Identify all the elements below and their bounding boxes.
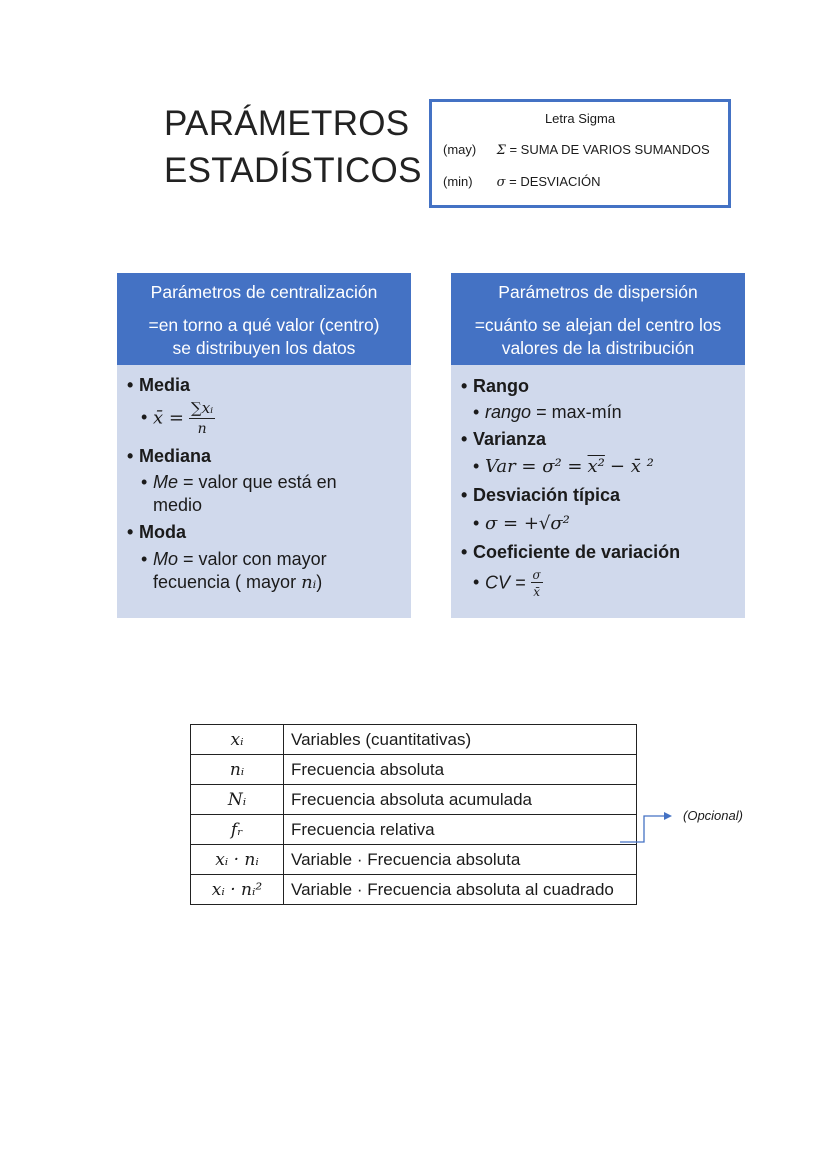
media-formula: • x̄ = $\frac{\text{∑xᵢ}}{n}$ xyxy=(141,399,214,437)
desviacion-formula-line: • σ = +√σ² xyxy=(473,513,570,534)
sigma-lower-symbol: σ xyxy=(496,175,506,190)
mediana-definition: • Me = valor que está en xyxy=(141,472,337,492)
sigma-info-box xyxy=(429,99,731,208)
moda-variable: nᵢ xyxy=(301,572,317,593)
coeficiente-denominator: x̄ xyxy=(533,585,541,599)
media-label: Media xyxy=(139,375,191,395)
media-fraction xyxy=(189,401,215,436)
table-description-cell: Frecuencia relativa xyxy=(284,815,637,845)
table-row xyxy=(191,755,637,785)
moda-label: Moda xyxy=(139,522,186,542)
dispersion-card xyxy=(451,273,745,618)
media-fraction-numerator: ∑xᵢ xyxy=(190,399,214,417)
table-symbol-cell: xᵢ · nᵢ xyxy=(191,845,284,875)
mediana-symbol: Me xyxy=(153,472,179,492)
table-description-cell: Variable · Frecuencia absoluta xyxy=(284,845,637,875)
coeficiente-label: Coeficiente de variación xyxy=(473,542,681,562)
table-symbol-cell: xᵢ · nᵢ² xyxy=(191,875,284,905)
dispersion-subheading-1: =cuánto se alejan del centro los xyxy=(474,315,722,335)
sigma-upper-symbol: Σ xyxy=(496,143,506,158)
centralization-card xyxy=(117,273,411,618)
varianza-overlined: x² xyxy=(587,456,605,477)
moda-text-2: fecuencia ( mayor xyxy=(153,572,297,592)
mediana-text-2: medio xyxy=(153,495,203,515)
mediana-item: • Mediana xyxy=(127,446,212,466)
rango-text: = max-mín xyxy=(536,402,622,422)
media-fraction-denominator: n xyxy=(197,421,207,437)
table-row xyxy=(191,815,637,845)
rango-definition: • rango = max-mín xyxy=(473,402,622,422)
table-description-cell: Variables (cuantitativas) xyxy=(284,725,637,755)
coeficiente-lhs: CV = xyxy=(485,572,526,593)
table-row xyxy=(191,785,637,815)
moda-close: ) xyxy=(316,572,323,592)
title-line-1: PARÁMETROS xyxy=(164,104,410,143)
moda-definition: • Mo = valor con mayor xyxy=(141,549,327,569)
centralization-heading: Parámetros de centralización xyxy=(150,282,378,302)
sigma-box-heading: Letra Sigma xyxy=(544,111,616,126)
coeficiente-numerator: σ xyxy=(532,568,541,582)
rango-item: • Rango xyxy=(461,376,529,396)
table-row xyxy=(191,725,637,755)
sigma-lower-row xyxy=(443,174,601,190)
moda-item: • Moda xyxy=(127,522,186,542)
dispersion-heading: Parámetros de dispersión xyxy=(498,282,698,302)
mediana-text-1: = valor que está en xyxy=(183,472,337,492)
title-line-2: ESTADÍSTICOS xyxy=(164,151,422,190)
table-symbol-cell: nᵢ xyxy=(191,755,284,785)
table-description-cell: Variable · Frecuencia absoluta al cuadrado xyxy=(284,875,637,905)
optional-note: (Opcional) xyxy=(683,808,743,823)
coeficiente-item: • Coeficiente de variación xyxy=(461,542,681,562)
desviacion-formula: σ = +√σ² xyxy=(485,513,570,534)
desviacion-label: Desviación típica xyxy=(473,485,621,505)
varianza-rhs: − x̄ ² xyxy=(609,456,654,477)
table-symbol-cell: Nᵢ xyxy=(191,785,284,815)
varianza-lhs: Var = σ² = xyxy=(485,456,583,477)
table-description-cell: Frecuencia absoluta acumulada xyxy=(284,785,637,815)
table-symbol-cell: xᵢ xyxy=(191,725,284,755)
mediana-label: Mediana xyxy=(139,446,212,466)
table-symbol-cell: fᵣ xyxy=(191,815,284,845)
centralization-header xyxy=(117,273,411,365)
desviacion-item: • Desviación típica xyxy=(461,485,621,505)
moda-text-2-line xyxy=(153,572,322,593)
sigma-lower-tag: (min) xyxy=(443,174,473,189)
coeficiente-fraction xyxy=(531,569,543,598)
rango-label: Rango xyxy=(473,376,529,396)
media-item: • Media xyxy=(127,375,191,395)
sigma-upper-tag: (may) xyxy=(443,142,477,157)
dispersion-subheading xyxy=(451,314,745,360)
sigma-upper-text: = SUMA DE VARIOS SUMANDOS xyxy=(509,142,710,157)
variables-table xyxy=(190,724,637,905)
page-title xyxy=(164,100,422,194)
table-description-cell: Frecuencia absoluta xyxy=(284,755,637,785)
varianza-item: • Varianza xyxy=(461,429,547,449)
varianza-formula: • Var = σ² = x² − x̄ ² xyxy=(473,456,654,477)
table-row xyxy=(191,875,637,905)
centralization-subheading xyxy=(117,314,411,360)
rango-symbol: rango xyxy=(485,402,532,422)
moda-symbol: Mo xyxy=(153,549,179,569)
optional-arrow-icon xyxy=(618,808,678,848)
sigma-upper-row xyxy=(443,142,710,158)
coeficiente-formula: • CV = $\frac{\sigma}{x̄}$ xyxy=(473,568,541,599)
dispersion-subheading-2: valores de la distribución xyxy=(501,338,695,358)
media-formula-lhs: x̄ = xyxy=(153,407,184,429)
moda-text-1: = valor con mayor xyxy=(183,549,327,569)
centralization-subheading-1: =en torno a qué valor (centro) xyxy=(148,315,380,335)
varianza-label: Varianza xyxy=(473,429,547,449)
dispersion-header xyxy=(451,273,745,365)
table-row xyxy=(191,845,637,875)
centralization-subheading-2: se distribuyen los datos xyxy=(172,338,356,358)
sigma-lower-text: = DESVIACIÓN xyxy=(509,174,601,189)
